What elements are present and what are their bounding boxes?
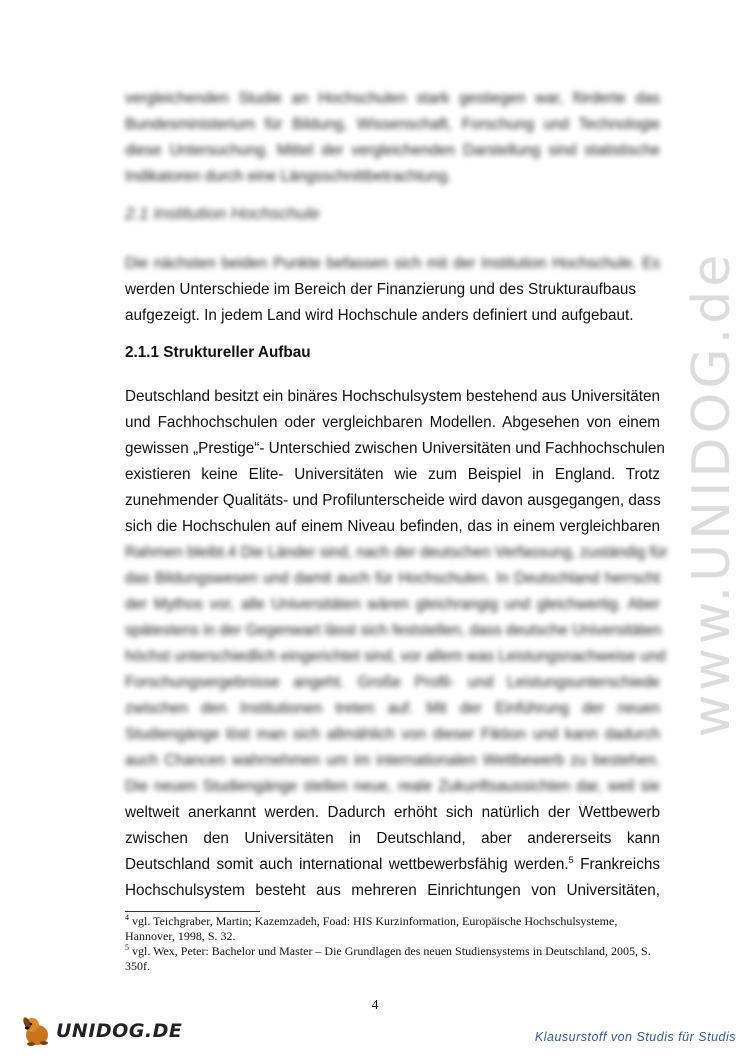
footnote-number: 4 [125, 913, 129, 922]
footnote-5 [125, 944, 665, 974]
text-line-with-footnote [125, 852, 660, 878]
section-heading-2-1: 2.1 Institution Hochschule [125, 204, 320, 223]
text-line: zunehmender Qualitäts- und Profilunterscheide wird davon ausgegangen, dass [125, 492, 661, 509]
text-line: sich die Hochschulen auf einem Niveau befinden, das in einem vergleichbaren [125, 518, 660, 535]
text-line: diese Untersuchung. Mittel der vergleichenden Darstellung sind statistische [125, 142, 660, 159]
text-line: das Bildungswesen und damit auch für Hochschulen. In Deutschland herrscht [125, 570, 660, 587]
footnote-reference[interactable]: 5 [568, 854, 574, 865]
text-line: Die neuen Studiengänge stellen neue, reale Zukunftsaussichten dar, weil sie [125, 778, 660, 795]
footnotes [125, 914, 665, 974]
text-line: vergleichenden Studie an Hochschulen stark gestiegen war, förderte das [125, 90, 660, 107]
text-line: auch Chancen wahrnehmen um im internationalen Wettbewerb zu bestehen. [125, 752, 660, 769]
footnote-number: 5 [125, 943, 129, 952]
text-line: Die nächsten beiden Punkte befassen sich mit der Institution Hochschule. Es [125, 255, 660, 272]
text-line: aufgezeigt. In jedem Land wird Hochschule anders definiert und aufgebaut. [125, 307, 634, 324]
text-line: Deutschland besitzt ein binäres Hochschulsystem bestehend aus Universitäten [125, 388, 660, 405]
text-line: Forschungsergebnisse angeht. Große Profil- und Leistungsunterschiede [125, 674, 660, 691]
text-line: höchst unterschiedlich eingerichtet sind, vor allem was Leistungsnachweise und [125, 648, 666, 665]
text-line: Hochschulsystem besteht aus mehreren Einrichtungen von Universitäten, [125, 882, 660, 899]
text-line: weltweit anerkannt werden. Dadurch erhöht sich natürlich der Wettbewerb [125, 804, 660, 821]
footnote-text: vgl. Teichgraber, Martin; Kazemzadeh, Foad: HIS Kurzinformation, Europäische Hochschulsysteme, Hannover, 1998, S. 32. [125, 914, 618, 943]
footnote-divider [125, 911, 260, 912]
text-line: Studiengänge löst man sich allmählich von dieser Fiktion und kann dadurch [125, 726, 660, 743]
text-line: zwischen den Institutionen treten auf. Mit der Einführung der neuen [125, 700, 660, 717]
section-heading-2-1-1: 2.1.1 Struktureller Aufbau [125, 344, 311, 361]
blurred-line [125, 251, 660, 277]
text-line: Indikatoren durch eine Längsschnittbetrachtung. [125, 168, 452, 185]
text-line: existieren keine Elite- Universitäten wie zum Beispiel in England. Trotz [125, 466, 660, 483]
main-paragraph-top [125, 384, 665, 540]
text-line: und Fachhochschulen oder vergleichbaren Modellen. Abgesehen von einem [125, 414, 660, 431]
text-line: Bundesministerium für Bildung, Wissenschaft, Forschung und Technologie [125, 116, 660, 133]
text-segment: Frankreichs [580, 856, 660, 873]
text-line: zwischen den Universitäten in Deutschland, aber andererseits kann [125, 830, 660, 847]
logo-text: UNIDOG.DE [56, 1020, 183, 1042]
dog-icon [18, 1013, 54, 1049]
footnote-4 [125, 914, 665, 944]
main-paragraph-bottom [125, 800, 660, 904]
text-line: werden Unterschiede im Bereich der Finanzierung und des Strukturaufbaus [125, 281, 637, 298]
text-line: der Mythos vor, alle Universitäten wären gleichrangig und gleichwertig. Aber [125, 596, 660, 613]
footer-slogan: Klausurstoff von Studis für Studis [534, 1030, 736, 1044]
watermark: www.UNIDOG.de [682, 250, 742, 738]
blurred-main-paragraph [125, 540, 668, 800]
page-number: 4 [371, 998, 379, 1013]
footnote-text: vgl. Wex, Peter: Bachelor und Master – Die Grundlagen des neuen Studiensystems in Deutschland, 2005, S. 350f. [125, 944, 651, 973]
text-line: spätestens in der Gegenwart lässt sich feststellen, dass deutsche Universitäten [125, 622, 662, 639]
text-line: gewissen „Prestige“- Unterschied zwischen Universitäten und Fachhochschulen [125, 440, 665, 457]
unidog-logo[interactable] [18, 1012, 182, 1050]
text-line: Rahmen bleibt.4 Die Länder sind, nach der deutschen Verfassung, zuständig für [125, 544, 668, 561]
text-segment: Deutschland somit auch international wettbewerbsfähig werden. [125, 856, 569, 873]
section-2-1-paragraph [125, 277, 660, 329]
blurred-intro-paragraph [125, 86, 660, 190]
